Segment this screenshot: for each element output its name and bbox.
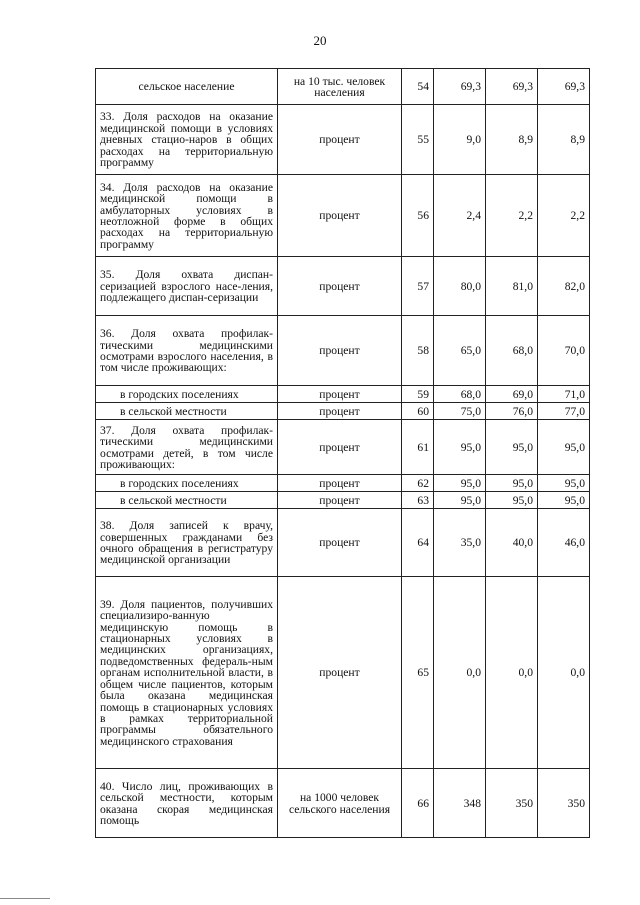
indicator-name-cell: в сельской местности xyxy=(96,403,278,420)
value-year2-cell: 40,0 xyxy=(486,509,538,577)
value-year3-cell: 82,0 xyxy=(538,257,590,316)
value-year1-cell: 95,0 xyxy=(434,492,486,509)
unit-cell: процент xyxy=(278,420,402,475)
value-year2-cell: 8,9 xyxy=(486,105,538,175)
value-year1-cell: 69,3 xyxy=(434,69,486,105)
value-year1-cell: 35,0 xyxy=(434,509,486,577)
value-year1-cell: 68,0 xyxy=(434,386,486,403)
indicators-table xyxy=(95,68,590,838)
value-year2-cell: 69,3 xyxy=(486,69,538,105)
row-number-cell: 62 xyxy=(402,475,434,492)
table-row xyxy=(96,577,590,769)
row-number-cell: 59 xyxy=(402,386,434,403)
unit-cell: процент xyxy=(278,105,402,175)
indicator-name-cell: сельское население xyxy=(96,69,278,105)
table-row xyxy=(96,105,590,175)
unit-cell: на 10 тыс. человек населения xyxy=(278,69,402,105)
row-number-cell: 63 xyxy=(402,492,434,509)
indicator-name-cell: 34. Доля расходов на оказание медицинской помощи в амбулаторных условиях в неотложной форме в общих расходах на территориальную программу xyxy=(96,175,278,257)
value-year2-cell: 95,0 xyxy=(486,420,538,475)
value-year3-cell: 0,0 xyxy=(538,577,590,769)
value-year2-cell: 0,0 xyxy=(486,577,538,769)
indicators-table-body xyxy=(96,69,590,838)
value-year3-cell: 8,9 xyxy=(538,105,590,175)
value-year3-cell: 71,0 xyxy=(538,386,590,403)
indicator-name-cell: 40. Число лиц, проживающих в сельской местности, которым оказана скорая медицинская помощь xyxy=(96,769,278,838)
value-year1-cell: 2,4 xyxy=(434,175,486,257)
row-number-cell: 61 xyxy=(402,420,434,475)
row-number-cell: 57 xyxy=(402,257,434,316)
row-number-cell: 65 xyxy=(402,577,434,769)
unit-cell: процент xyxy=(278,257,402,316)
page-number: 20 xyxy=(313,33,327,48)
value-year2-cell: 76,0 xyxy=(486,403,538,420)
value-year1-cell: 95,0 xyxy=(434,420,486,475)
indicator-name-cell: 36. Доля охвата профилак-тическими медицинскими осмотрами взрослого населения, в том числе проживающих: xyxy=(96,316,278,386)
unit-cell: процент xyxy=(278,577,402,769)
value-year3-cell: 95,0 xyxy=(538,492,590,509)
table-row xyxy=(96,509,590,577)
row-number-cell: 66 xyxy=(402,769,434,838)
table-row xyxy=(96,492,590,509)
value-year1-cell: 95,0 xyxy=(434,475,486,492)
indicator-name-cell: 37. Доля охвата профилак-тическими медицинскими осмотрами детей, в том числе проживающих: xyxy=(96,420,278,475)
indicator-name-cell: 39. Доля пациентов, получивших специализиро-ванную медицинскую помощь в стационарных условиях в медицинских организациях, подведомственных федераль-ным органам исполнительной власти, в общем числе пациентов, которым была оказана медицинская помощь в стационарных условиях в рамках территориальной программы обязательного медицинского страхования xyxy=(96,577,278,769)
indicator-name-cell: в сельской местности xyxy=(96,492,278,509)
row-number-cell: 54 xyxy=(402,69,434,105)
row-number-cell: 56 xyxy=(402,175,434,257)
row-number-cell: 55 xyxy=(402,105,434,175)
scan-edge-line xyxy=(0,898,50,899)
indicator-name-cell: в городских поселениях xyxy=(96,475,278,492)
indicator-name-cell: 38. Доля записей к врачу, совершенных гражданами без очного обращения в регистратуру медицинской организации xyxy=(96,509,278,577)
value-year2-cell: 95,0 xyxy=(486,475,538,492)
row-number-cell: 58 xyxy=(402,316,434,386)
indicator-name-cell: в городских поселениях xyxy=(96,386,278,403)
table-row xyxy=(96,316,590,386)
indicator-name-cell: 33. Доля расходов на оказание медицинской помощи в условиях дневных стацио-наров в общих расходах на территориальную программу xyxy=(96,105,278,175)
row-number-cell: 60 xyxy=(402,403,434,420)
unit-cell: процент xyxy=(278,475,402,492)
value-year3-cell: 46,0 xyxy=(538,509,590,577)
value-year3-cell: 69,3 xyxy=(538,69,590,105)
value-year3-cell: 95,0 xyxy=(538,420,590,475)
value-year3-cell: 70,0 xyxy=(538,316,590,386)
value-year2-cell: 68,0 xyxy=(486,316,538,386)
table-row xyxy=(96,420,590,475)
value-year1-cell: 80,0 xyxy=(434,257,486,316)
value-year2-cell: 2,2 xyxy=(486,175,538,257)
value-year1-cell: 9,0 xyxy=(434,105,486,175)
value-year1-cell: 75,0 xyxy=(434,403,486,420)
value-year3-cell: 77,0 xyxy=(538,403,590,420)
table-row xyxy=(96,475,590,492)
value-year2-cell: 69,0 xyxy=(486,386,538,403)
value-year2-cell: 95,0 xyxy=(486,492,538,509)
unit-cell: процент xyxy=(278,492,402,509)
value-year2-cell: 350 xyxy=(486,769,538,838)
value-year3-cell: 350 xyxy=(538,769,590,838)
unit-cell: процент xyxy=(278,509,402,577)
table-row xyxy=(96,386,590,403)
value-year1-cell: 65,0 xyxy=(434,316,486,386)
unit-cell: процент xyxy=(278,175,402,257)
unit-cell: процент xyxy=(278,403,402,420)
unit-cell: на 1000 человек сельского населения xyxy=(278,769,402,838)
table-row xyxy=(96,403,590,420)
value-year1-cell: 0,0 xyxy=(434,577,486,769)
row-number-cell: 64 xyxy=(402,509,434,577)
value-year2-cell: 81,0 xyxy=(486,257,538,316)
table-row xyxy=(96,69,590,105)
indicator-name-cell: 35. Доля охвата диспан-серизацией взрослого насе-ления, подлежащего диспан-серизации xyxy=(96,257,278,316)
table-row xyxy=(96,769,590,838)
table-row xyxy=(96,257,590,316)
value-year3-cell: 95,0 xyxy=(538,475,590,492)
unit-cell: процент xyxy=(278,316,402,386)
unit-cell: процент xyxy=(278,386,402,403)
table-row xyxy=(96,175,590,257)
value-year3-cell: 2,2 xyxy=(538,175,590,257)
value-year1-cell: 348 xyxy=(434,769,486,838)
